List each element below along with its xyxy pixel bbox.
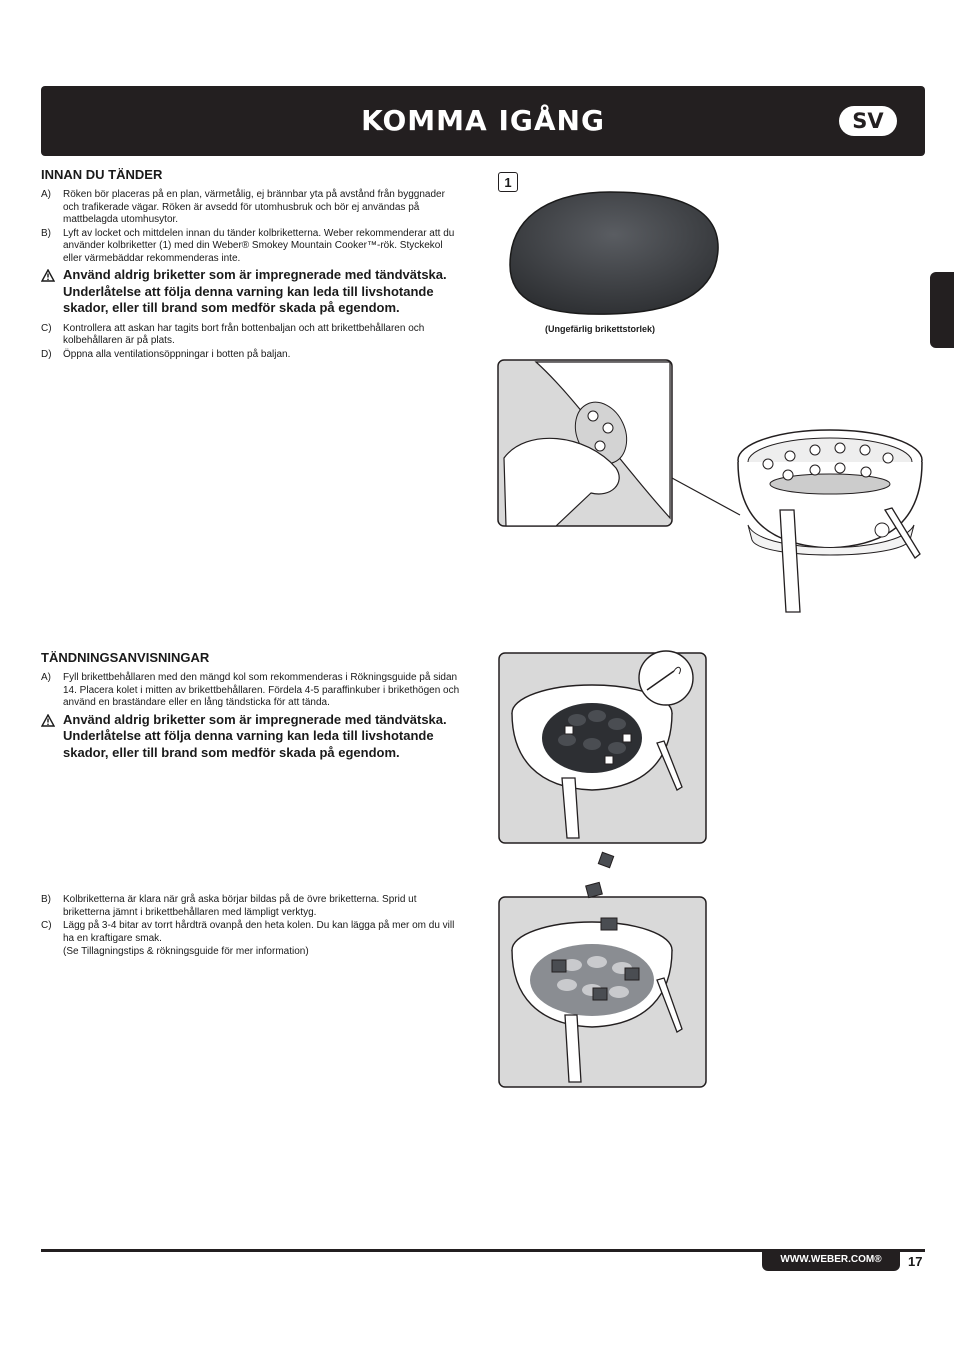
- section-title: INNAN DU TÄNDER: [41, 167, 163, 182]
- warning-icon: [41, 269, 55, 282]
- page-header: [41, 86, 925, 156]
- item-text: Öppna alla ventilationsöppningar i botten på baljan.: [63, 348, 291, 360]
- charcoal-bowl-illustration: [670, 420, 930, 616]
- footer-url[interactable]: WWW.WEBER.COM®: [762, 1251, 900, 1271]
- item-text: Lyft av locket och mittdelen innan du tänder kolbriketterna. Weber rekommenderar att du använder kolbriketter (1) med din Weber® Smokey Mountain Cooker™-rök. Styckekol eller värmebäddar rekommenderas inte.: [63, 227, 455, 264]
- item-letter: C): [41, 322, 52, 334]
- list-item-note: [41, 946, 461, 959]
- item-text: Kolbriketterna är klara när grå aska börjar bildas på de övre briketterna. Sprid ut briketterna jämnt i brikettbehållaren med lämpligt verktyg.: [63, 894, 417, 918]
- list-item: [41, 672, 461, 710]
- item-text: Fyll brikettbehållaren med den mängd kol som rekommenderas i Rökningsguide på sidan 14. Placera kolet i mitten av brikettbehållaren. Fördela 4-5 paraffinkuber i brikethögen och använd en braständare eller en lång tändsticka för att tända.: [63, 672, 460, 708]
- list-item: [41, 920, 461, 945]
- vent-detail-illustration: [496, 358, 674, 528]
- item-letter: A): [41, 672, 51, 683]
- item-text: Kontrollera att askan har tagits bort från bottenbaljan och att brikettbehållaren och kolbehållaren är på plats.: [63, 322, 425, 346]
- section-lighting-instructions: [41, 650, 461, 767]
- item-note: (Se Tillagningstips & rökningsguide för mer information): [63, 946, 309, 957]
- figure-caption: (Ungefärlig brikettstorlek): [544, 324, 656, 334]
- item-letter: C): [41, 920, 52, 931]
- warning-text: Använd aldrig briketter som är impregnerade med tändvätska. Underlåtelse att följa denna varning kan leda till livshotande skador, eller till brand som medför skada på egendom.: [63, 267, 447, 315]
- warning-text: Använd aldrig briketter som är impregnerade med tändvätska. Underlåtelse att följa denna varning kan leda till livshotande skador, eller till brand som medför skada på egendom.: [63, 711, 447, 760]
- section-title: TÄNDNINGSANVISNINGAR: [41, 650, 210, 665]
- charcoal-lighting-illustration: [497, 648, 709, 845]
- list-item: [41, 349, 461, 362]
- section-lighting-continued: [41, 894, 461, 960]
- side-tab: [930, 272, 954, 348]
- page-title: KOMMA IGÅNG: [361, 104, 605, 137]
- section-before-lighting: [41, 167, 461, 362]
- list-item: [41, 894, 461, 919]
- page-number: 17: [908, 1254, 923, 1269]
- item-letter: B): [41, 894, 51, 905]
- warning-block: [41, 712, 461, 762]
- item-text: Lägg på 3-4 bitar av torrt hårdträ ovanpå den heta kolen. Du kan lägga på mer om du vill ha en kraftigare smak.: [63, 920, 455, 944]
- item-letter: A): [41, 189, 51, 200]
- warning-icon: [41, 714, 55, 727]
- charcoal-wood-illustration: [497, 850, 709, 1090]
- item-letter: B): [41, 227, 51, 239]
- list-item: [41, 323, 461, 348]
- list-item: [41, 228, 461, 266]
- warning-block: [41, 267, 461, 317]
- item-letter: D): [41, 348, 52, 360]
- figure-callout: 1: [498, 172, 518, 192]
- language-badge: SV: [839, 106, 897, 136]
- item-text: Röken bör placeras på en plan, värmetålig, ej brännbar yta på avstånd från byggnader och trafikerade vägar. Röken är avsedd för utomhusbruk och bör ej användas på mattbelagda utomhusytor.: [63, 189, 445, 225]
- briquette-illustration: [500, 190, 722, 320]
- list-item: [41, 189, 461, 227]
